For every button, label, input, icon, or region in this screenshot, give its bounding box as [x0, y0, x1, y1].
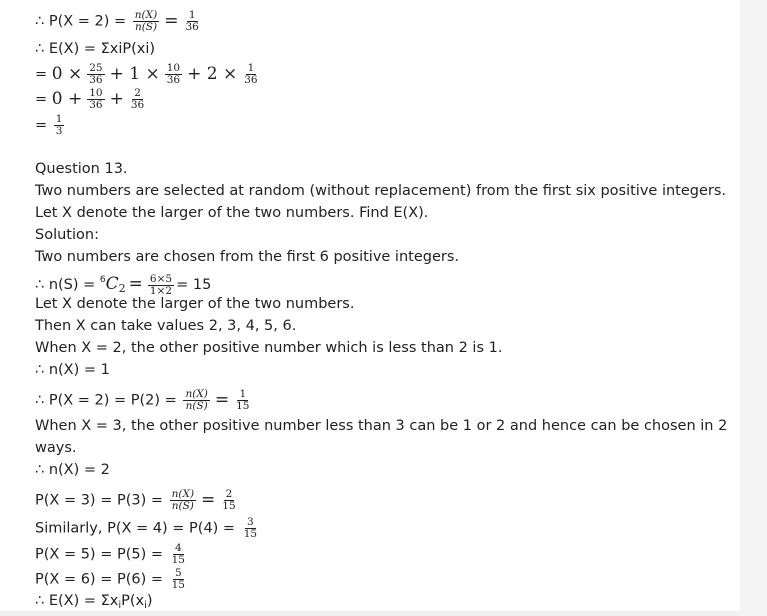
fraction	[133, 10, 159, 33]
denominator: 36	[244, 74, 258, 86]
eq-text: P(X = 3) = P(3) =	[35, 492, 168, 509]
denominator: n(S)	[134, 21, 158, 33]
numerator: 2	[225, 488, 233, 500]
numerator: 1	[188, 9, 196, 21]
eq-p2	[35, 389, 254, 412]
solution-text: Then X can take values 2, 3, 4, 5, 6.	[35, 318, 297, 334]
math-term: 0 ×	[51, 63, 83, 84]
math-term: 0 +	[51, 88, 83, 109]
eq-text: ∴ n(S) =	[35, 277, 100, 293]
fraction	[234, 389, 251, 412]
subscript: i	[118, 600, 122, 611]
fraction	[129, 88, 146, 111]
eq-sample-space	[35, 271, 211, 298]
eq-text: =	[35, 66, 52, 83]
solution-label: Solution:	[35, 227, 99, 243]
fraction	[170, 568, 187, 591]
numerator: n(X)	[185, 388, 208, 400]
superscript: 6	[99, 275, 106, 285]
fraction	[242, 517, 259, 540]
denominator: 15	[171, 554, 185, 566]
eq-text: P(X = 5) = P(5) =	[35, 546, 168, 563]
eq-expectation-def: ∴ E(X) = ΣxiP(xi)	[35, 41, 156, 57]
combination-symbol: C	[105, 274, 119, 294]
eq-text: ∴ E(X) = Σx	[35, 593, 119, 609]
fraction	[87, 88, 104, 111]
numerator: 1	[55, 113, 63, 125]
numerator: n(X)	[134, 9, 158, 21]
solution-text: ways.	[35, 440, 77, 456]
subscript: 2	[118, 282, 126, 295]
eq-p4	[35, 517, 261, 540]
numerator: 1	[247, 62, 255, 74]
equals-sign: =	[214, 389, 230, 410]
denominator: 3	[55, 125, 63, 137]
solution-text: Two numbers are chosen from the first 6 positive integers.	[35, 249, 460, 265]
fraction	[54, 114, 65, 137]
numerator: n(X)	[171, 488, 195, 500]
eq-text: P(x	[121, 593, 145, 609]
math-term: + 2 ×	[187, 63, 238, 84]
numerator: 10	[89, 87, 103, 99]
question-text: Let X denote the larger of the two numbers. Find E(X).	[35, 205, 429, 221]
numerator: 25	[89, 62, 103, 74]
denominator: 1×2	[149, 284, 173, 297]
numerator: 1	[239, 388, 247, 400]
numerator: 6×5	[149, 272, 173, 285]
eq-text: )	[146, 593, 153, 609]
numerator: 10	[166, 62, 181, 74]
solution-text: When X = 3, the other positive number less than 3 can be 1 or 2 and hence can be chosen in 2	[35, 418, 728, 434]
eq-p5	[35, 543, 189, 566]
denominator: 15	[222, 500, 236, 512]
fraction	[148, 274, 174, 297]
eq-text: Similarly, P(X = 4) = P(4) =	[35, 520, 240, 537]
eq-text: ∴ P(X = 2) =	[35, 13, 131, 30]
denominator: 36	[89, 74, 103, 86]
solution-text: ∴ n(X) = 2	[35, 462, 110, 478]
eq-text: =	[35, 117, 52, 134]
fraction	[183, 10, 200, 33]
eq-text: ∴ P(X = 2) = P(2) =	[35, 392, 182, 409]
denominator: 36	[89, 99, 103, 111]
denominator: n(S)	[185, 400, 208, 412]
denominator: 36	[130, 99, 145, 111]
equals-sign: =	[128, 274, 143, 294]
eq-p3	[35, 489, 240, 512]
denominator: 36	[185, 21, 199, 33]
eq-text: =	[35, 91, 52, 108]
fraction	[170, 543, 187, 566]
solution-text: Let X denote the larger of the two numbers.	[35, 296, 355, 312]
math-term: +	[109, 88, 124, 109]
math-term: + 1 ×	[109, 63, 160, 84]
denominator: 15	[243, 528, 258, 540]
eq-expectation-sum	[35, 63, 262, 86]
numerator: 4	[174, 542, 182, 554]
denominator: n(S)	[171, 500, 194, 512]
equals-sign: =	[164, 10, 179, 31]
denominator: 15	[171, 579, 185, 591]
right-margin-strip	[740, 0, 767, 616]
fraction	[165, 63, 182, 86]
denominator: 36	[166, 74, 181, 86]
question-text: Two numbers are selected at random (without replacement) from the first six positive integers.	[35, 183, 727, 199]
equals-sign: =	[201, 489, 216, 510]
eq-text: = 15	[176, 277, 212, 293]
numerator: 5	[174, 567, 182, 579]
solution-text: When X = 2, the other positive number which is less than 2 is 1.	[35, 340, 503, 356]
question-title: Question 13.	[35, 161, 128, 177]
eq-expectation-simplify	[35, 88, 148, 111]
fraction	[87, 63, 104, 86]
fraction	[220, 489, 237, 512]
denominator: 15	[236, 400, 250, 412]
eq-p6	[35, 568, 189, 591]
eq-expectation-final	[35, 592, 153, 615]
fraction	[242, 63, 259, 86]
eq-expectation-result	[35, 114, 66, 137]
fraction	[170, 489, 196, 512]
solution-text: ∴ n(X) = 1	[35, 362, 110, 378]
subscript: i	[144, 600, 147, 611]
eq-p-x-2-prev	[35, 10, 203, 33]
eq-text: P(X = 6) = P(6) =	[35, 571, 168, 588]
fraction	[183, 389, 209, 412]
numerator: 2	[134, 87, 141, 99]
numerator: 3	[247, 516, 254, 528]
